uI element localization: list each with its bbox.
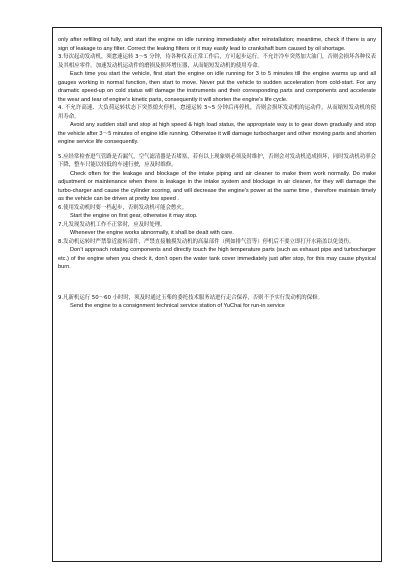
item-6-en: Start the engine on first gear, otherwise it may stop. <box>70 213 198 219</box>
item-6-zh: 6.使用发动机时要一档起步，否则发动机可能会憋火。 <box>58 204 188 211</box>
item-3-zh: 3.每次起动发动机，须怠速运转 3～5 分钟，待各种仪表正常工作后，方可起步运行。不允许冷车突然加大油门，否则会损坏各种仪表及其相应零件。加速发动机运动件的磨损及损坏增压器，从而缩短发动机的使用寿命。 <box>58 54 376 69</box>
item-5-en: Check often for the leakage and blockage of the intake piping and air cleaner to make them work normally. Do make adjustment or maintenance when there is leakage in the intake system and blockage in air cleaner, for they will damage the turbo-charger and cause the cylinder scoring, and will decrease the engine’s power at the same time , therefore maintain timely as the vehicle can be driven at pretty low speed . <box>58 170 376 202</box>
item-8-zh: 8.发动机运转时严禁靠近旋转部件，严禁直接触摸发动机的高温部件（例如排气管等）停机后不要立即打开水箱盖以免烫伤。 <box>58 238 355 245</box>
item-9-en: Send the engine to a consignment technical service station of YuChai for run-in service <box>70 303 285 309</box>
item-7-zh: 7.凡发现发动机工作不正常时，应及时处理。 <box>58 221 166 228</box>
item-9-zh: 9.凡新机运行 50～60 小时时，须及时通过玉柴的委托技术服务站进行走合保养，否则不予实行发动机的保修。 <box>58 294 323 301</box>
item-5-zh: 5.应经常检查进气管路是否漏气，空气滤清器是否堵塞，若有以上现象则必须及时维护，否则会对发动机造成损坏，同时发动机功率会下降，整车只能以较低的车速行驶，应及时维修。 <box>58 153 376 168</box>
item-4-zh: 4. 不允许高速、大负荷运转状态下突然熄火停机，怠速运转 3~5 分钟后再停机，否则会损坏发动机的运动件，从而缩短发动机的使用寿命。 <box>58 105 376 120</box>
paragraph-oil-refill-en: only after refilling oil fully, and start the engine on idle running immediately after reinstallation; meantime, check if there is any sign of leakage to any filter. Correct the leaking filters or it may easily lead to crankshaft burn caused by oil shortage. <box>58 37 376 52</box>
document-body <box>58 36 376 311</box>
item-8-en: Don’t approach rotating components and directly touch the high temperature parts (such as exhaust pipe and turbocharger etc.) of the engine when you check it, don’t open the water tank cover immediately just after stop, for this may cause physical burn. <box>58 247 376 270</box>
item-4-en: Avoid any sudden stall and stop at high speed & high load status, the appropriate way is to gear down gradually and stop the vehicle after 3～5 minutes of engine idle running. Otherwise it will damage turbocharger and other moving parts and shorten engine service life consequently. <box>58 122 376 145</box>
item-3-en: Each time you start the vehicle, first start the engine on idle running for 3 to 5 minutes till the engine warms up and all gauges working in normal function, then start to move. Never put the vehicle to sudden acceleration from cold-start. For any dramatic speed-up on cold status will damage the instruments and their corresponding parts and components and accelerate the wear and tear of engine’s kinetic parts, consequently it will shorten the engine’s life cycle. <box>58 71 376 103</box>
item-7-en: Whenever the engine works abnormally, it shall be dealt with care. <box>70 230 234 236</box>
